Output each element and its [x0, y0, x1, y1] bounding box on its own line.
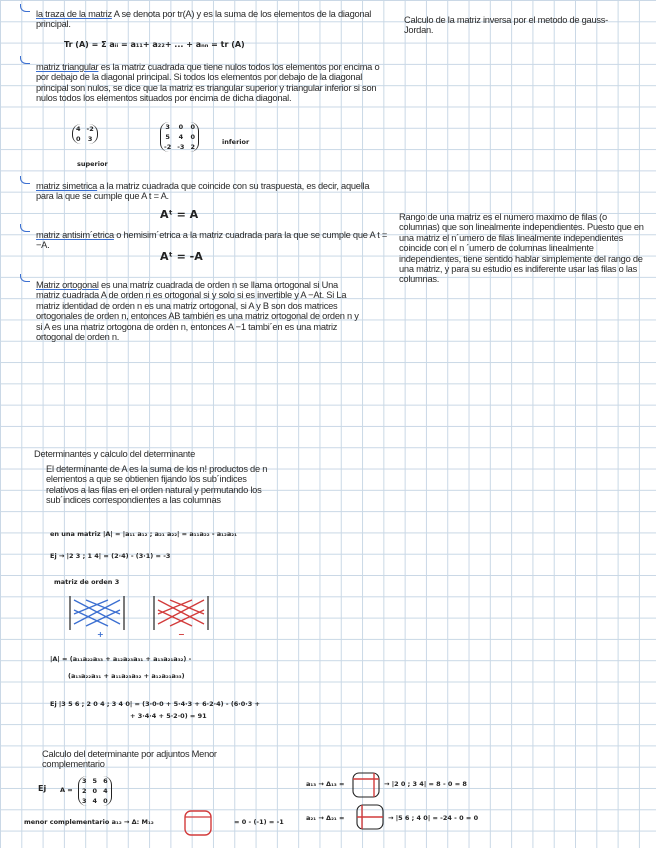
trace-definition — [36, 9, 386, 30]
det2-example: Ej → |2 3 ; 1 4| = (2·4) - (3·1) = -3 — [50, 552, 171, 560]
antisymmetric-title: matriz antisim´etrica — [36, 230, 114, 240]
adj-a21-highlight — [356, 804, 384, 830]
arrow-icon — [20, 224, 30, 232]
arrow-icon — [20, 56, 30, 64]
matrix-cell: 4 — [76, 125, 81, 133]
triangular-definition — [36, 62, 388, 104]
trace-body: A se denota por tr(A) y es la suma de los elementos de la diagonal principal. — [36, 9, 372, 30]
symmetric-formula: Aᵗ = A — [160, 208, 199, 221]
matrix-cell: 2 — [190, 143, 195, 151]
adj-a13-label: a₁₃ → Δ₁₃ = — [306, 780, 345, 788]
orthogonal-body: es una matriz cuadrada de orden n se llama ortogonal si Una matriz cuadrada A de orden n es ortogonal si y solo si es invertible y A −At. Si La matriz identidad de orden n es una matriz ortogonal, si A y B son dos matrices ortogonales de orden n, entonces AB también es una matriz ortogonal de orden n y si A es una matriz ortogona de orden n, entonces A −1 tambi´en es una matriz ortogonal de orden n. — [36, 280, 359, 343]
lower-triangular-matrix — [160, 122, 199, 152]
sarrus-plus-sign: + — [97, 630, 104, 639]
orthogonal-title: Matriz ortogonal — [36, 280, 99, 290]
arrow-icon — [20, 4, 30, 12]
determinants-body: El determinante de A es la suma de los n! productos de n elementos a que se obtienen fijando los sub´indices relativos a las filas en el orden natural y permutando los sub´indices correspondientes a las columnas — [46, 464, 268, 506]
sarrus-example-line-2: + 3·4·4 + 5·2·0) = 91 — [130, 712, 207, 720]
sarrus-plus-diagram — [68, 596, 126, 630]
matrix-cell: 4 — [178, 133, 184, 141]
menor-result: = 0 - (-1) = -1 — [234, 818, 284, 826]
trace-formula: Tr (A) = Σ aᵢᵢ = a₁₁+ a₂₂+ ... + aₙₙ = tr (A) — [64, 40, 245, 49]
adj-a21-label: a₂₁ → Δ₂₁ = — [306, 814, 345, 822]
symmetric-definition — [36, 181, 388, 202]
adj-a13-result: → |2 0 ; 3 4| = 8 - 0 = 8 — [384, 780, 467, 788]
matrix-cell: 3 — [82, 777, 87, 785]
matrix-name: A = — [60, 786, 73, 794]
adjuntos-heading: Calculo del determinante por adjuntos Menor complementario — [42, 749, 217, 770]
det2-formula: en una matriz |A| = |a₁₁ a₁₂ ; a₂₁ a₂₂| = a₁₁a₂₂ - a₁₂a₂₁ — [50, 530, 237, 538]
matrix-cell: 5 — [165, 133, 170, 141]
matrix-cell: 2 — [82, 787, 87, 795]
matrix-cell: 3 — [87, 135, 93, 143]
sarrus-minus-sign: − — [178, 630, 185, 639]
trace-title: la traza de la matriz — [36, 9, 112, 19]
matrix-cell: 5 — [92, 777, 98, 785]
upper-triangular-matrix — [72, 124, 98, 144]
adjuntos-matrix — [78, 776, 112, 806]
matrix-cell: -2 — [86, 125, 94, 133]
matrix-cell: 3 — [165, 123, 170, 131]
sarrus-example-line-1: Ej |3 5 6 ; 2 0 4 ; 3 4 0| = (3·0·0 + 5·4·3 + 6·2·4) - (6·0·3 + — [50, 700, 260, 708]
lower-label: inferior — [222, 138, 250, 146]
triangular-title: matriz triangular — [36, 62, 99, 72]
matrix-cell: 0 — [190, 133, 195, 141]
arrow-icon — [20, 274, 30, 282]
adjuntos-example-label: Ej — [38, 784, 47, 793]
antisymmetric-formula: Aᵗ = -A — [160, 250, 203, 263]
menor-highlight — [184, 810, 212, 836]
sarrus-formula-line-2: (a₁₃a₂₂a₃₁ + a₁₁a₂₃a₃₂ + a₁₂a₂₁a₃₃) — [68, 672, 185, 680]
orthogonal-definition — [36, 280, 362, 342]
adj-a13-highlight — [352, 772, 380, 798]
matrix-cell: 0 — [190, 123, 195, 131]
matrix-cell: -2 — [164, 143, 172, 151]
arrow-icon — [20, 176, 30, 184]
determinants-heading: Determinantes y calculo del determinante — [34, 449, 196, 459]
matrix-cell: -3 — [177, 143, 185, 151]
upper-label: superior — [77, 160, 108, 168]
matrix-cell: 0 — [92, 787, 98, 795]
matrix-cell: 0 — [76, 135, 81, 143]
antisymmetric-definition — [36, 230, 390, 251]
sarrus-minus-diagram — [152, 596, 210, 630]
triangular-body: es la matriz cuadrada que tiene nulos todos los elementos por encima o por debajo de la diagonal principal. Si todos los elementos por debajo de la diagonal principal son nulos, se dice que la matriz es triangular superior y triangular inferior si son nulos todos los elementos situados por encima de dicha diagonal. — [36, 62, 380, 104]
order3-label: matriz de orden 3 — [54, 578, 120, 586]
inverse-note: Calculo de la matriz inversa por el metodo de gauss-Jordan. — [404, 15, 609, 36]
symmetric-body: a la matriz cuadrada que coincide con su traspuesta, es decir, aquella para la que se cumple que A t = A. — [36, 181, 370, 202]
matrix-cell: 4 — [103, 787, 108, 795]
adj-a21-result: → |5 6 ; 4 0| = -24 - 0 = 0 — [388, 814, 479, 822]
rank-note: Rango de una matriz es el numero maximo de filas (o columnas) que son linealmente independientes. Puesto que en una matriz el n´umero de filas linealmente independientes coincide con el n ´umero de columnas linealmente independientes, tiene sentido hablar simplemente del rango de una matriz, y para su estudio es indiferente usar las filas o las columnas. — [399, 212, 644, 285]
matrix-cell: 0 — [178, 123, 184, 131]
matrix-cell: 6 — [103, 777, 108, 785]
sarrus-formula-line-1: |A| = (a₁₁a₂₂a₃₃ + a₁₂a₂₃a₃₁ + a₁₃a₂₁a₃₂) - — [50, 655, 192, 663]
matrix-cell: 4 — [92, 797, 98, 805]
antisymmetric-body: o hemisim´etrica a la matriz cuadrada para la que se cumple que A t = −A. — [36, 230, 388, 251]
menor-label: menor complementario a₁₂ → Δ: M₁₂ — [24, 818, 154, 826]
matrix-cell: 0 — [103, 797, 108, 805]
symmetric-title: matriz simetrica — [36, 181, 98, 191]
matrix-cell: 3 — [82, 797, 87, 805]
